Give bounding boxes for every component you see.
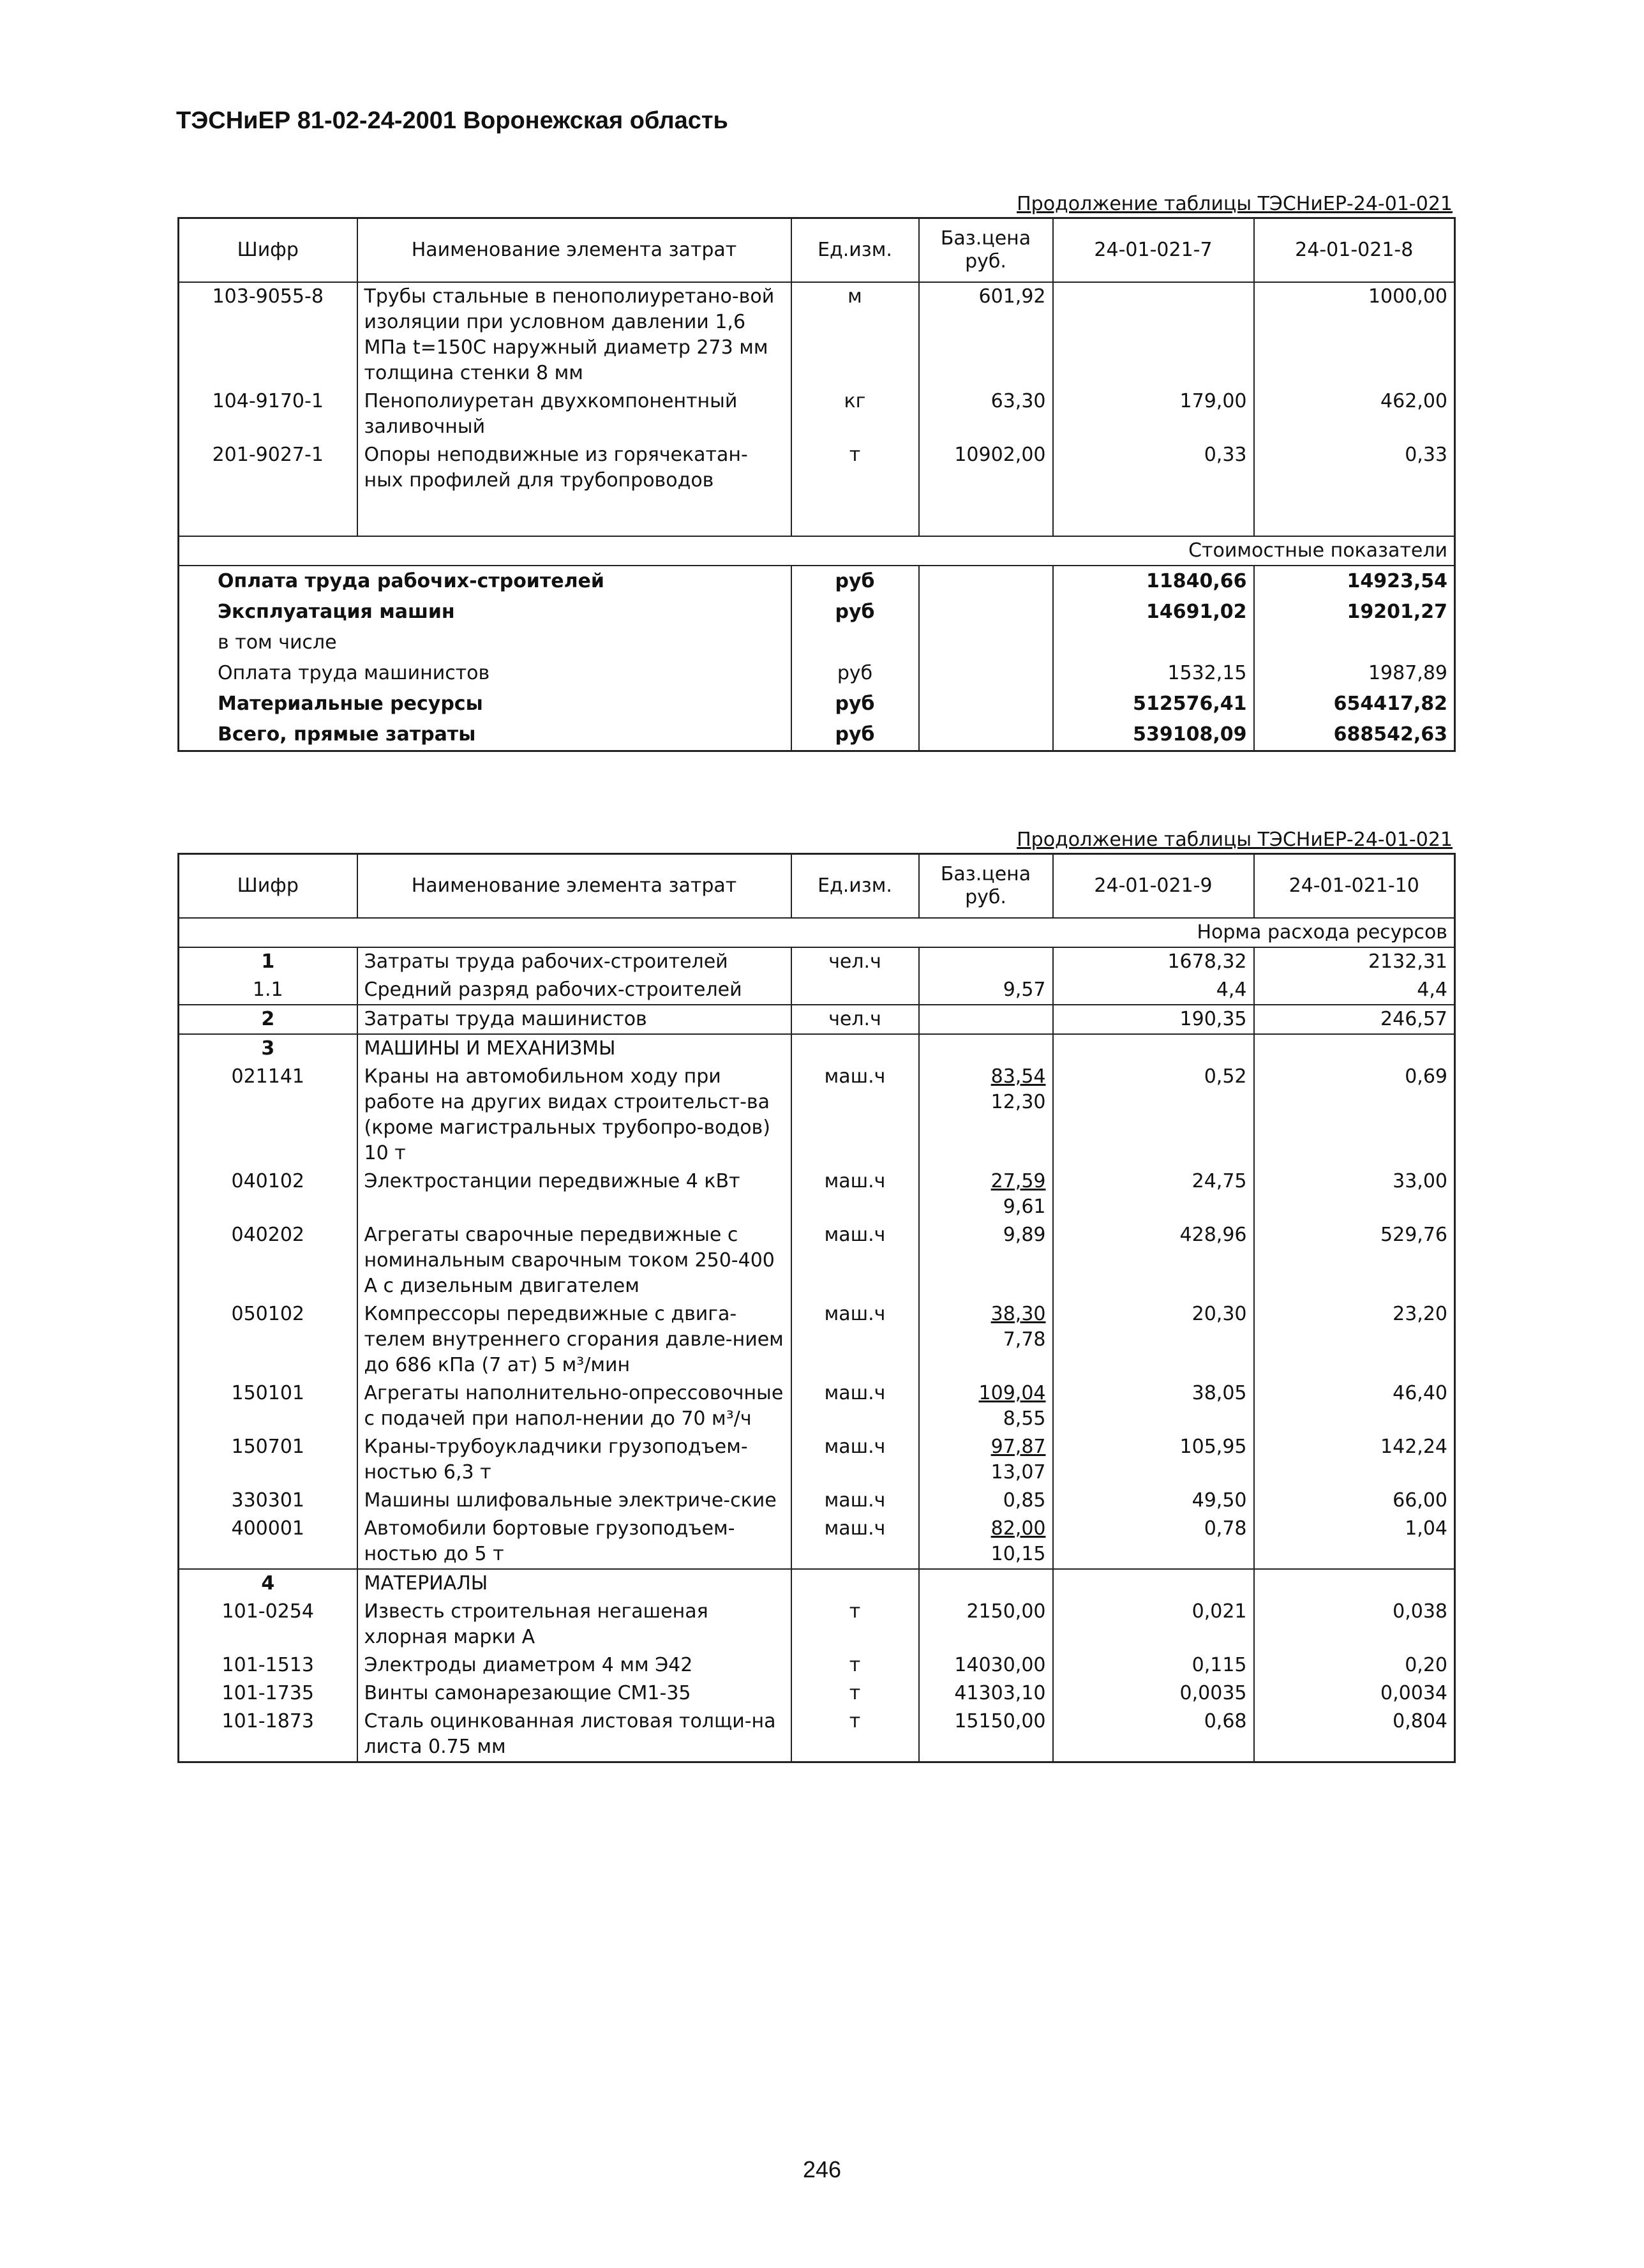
row-name: Затраты труда машинистов [357,1005,791,1034]
summary-unit: руб [791,658,919,689]
summary-price [919,566,1053,597]
row-name: МАШИНЫ И МЕХАНИЗМЫ [357,1034,791,1063]
row-value-2: 0,0034 [1254,1679,1455,1708]
summary-value-2: 654417,82 [1254,689,1455,719]
row-code: 103-9055-8 [179,282,357,387]
row-code: 4 [179,1569,357,1598]
table-row [179,947,1455,976]
row-unit: чел.ч [791,947,919,976]
row-code: 400001 [179,1515,357,1569]
table-row [179,1651,1455,1679]
table-row [179,1168,1455,1221]
row-name: Краны-трубоукладчики грузоподъем-ностью 6,3 т [357,1433,791,1487]
row-price [919,1679,1053,1708]
row-unit: маш.ч [791,1487,919,1515]
row-unit: кг [791,387,919,441]
row-price [919,1515,1053,1569]
table-row [179,1708,1455,1762]
row-value-2: 46,40 [1254,1379,1455,1433]
row-value-2: 23,20 [1254,1300,1455,1379]
row-value-1: 0,68 [1053,1708,1254,1762]
summary-value-1: 1532,15 [1053,658,1254,689]
row-name: Автомобили бортовые грузоподъем-ностью до 5 т [357,1515,791,1569]
row-value-2: 462,00 [1254,387,1455,441]
row-price [919,1168,1053,1221]
row-price [919,1708,1053,1762]
price-value: 109,04 [978,1382,1046,1404]
table-row [179,282,1455,387]
row-name: Опоры неподвижные из горячекатан-ных профилей для трубопроводов [357,441,791,495]
table-row [179,1487,1455,1515]
summary-price [919,597,1053,627]
row-value-2: 1,04 [1254,1515,1455,1569]
price-value: 15150,00 [954,1710,1046,1732]
price-value: 9,89 [1003,1224,1046,1246]
row-price: 10902,00 [919,441,1053,495]
table-row [179,1679,1455,1708]
row-price [919,1034,1053,1063]
row-price [919,1300,1053,1379]
row-price [919,1598,1053,1651]
row-value-1: 0,115 [1053,1651,1254,1679]
summary-row [179,658,1455,689]
row-unit: маш.ч [791,1168,919,1221]
row-name: Известь строительная негашеная хлорная марки А [357,1598,791,1651]
row-code: 1.1 [179,976,357,1005]
row-code: 101-1873 [179,1708,357,1762]
row-value-1: 0,0035 [1053,1679,1254,1708]
table2 [177,853,1456,1763]
price-value: 14030,00 [954,1654,1046,1676]
row-value-2: 142,24 [1254,1433,1455,1487]
row-code: 101-1513 [179,1651,357,1679]
row-name: Электростанции передвижные 4 кВт [357,1168,791,1221]
row-value-1: 0,33 [1053,441,1254,495]
spacer-row [179,495,1455,536]
row-unit: маш.ч [791,1221,919,1300]
row-price [919,976,1053,1005]
summary-unit: руб [791,566,919,597]
table2-caption: Продолжение таблицы ТЭСНиЕР-24-01-021 [1017,829,1453,851]
col-name-header: Наименование элемента затрат [357,218,791,283]
summary-row [179,689,1455,719]
table-row [179,1221,1455,1300]
col-v1-header: 24-01-021-7 [1053,218,1254,283]
summary-row [179,627,1455,658]
row-code: 101-0254 [179,1598,357,1651]
row-unit: т [791,1598,919,1651]
summary-row [179,719,1455,751]
row-code: 2 [179,1005,357,1034]
row-value-1: 0,021 [1053,1598,1254,1651]
row-value-1: 20,30 [1053,1300,1254,1379]
row-value-1: 49,50 [1053,1487,1254,1515]
col-unit-header: Ед.изм. [791,218,919,283]
document-title: ТЭСНиЕР 81-02-24-2001 Воронежская область [176,107,728,134]
row-value-2: 0,20 [1254,1651,1455,1679]
row-code: 021141 [179,1063,357,1168]
row-code: 040202 [179,1221,357,1300]
row-value-2: 33,00 [1254,1168,1455,1221]
band-label: Стоимостные показатели [179,536,1455,566]
price-value: 0,85 [1003,1489,1046,1512]
row-name: Затраты труда рабочих-строителей [357,947,791,976]
row-unit: маш.ч [791,1433,919,1487]
row-unit: чел.ч [791,1005,919,1034]
table-row [179,1515,1455,1569]
row-price [919,1063,1053,1168]
row-value-2 [1254,1034,1455,1063]
table-row [179,1034,1455,1063]
row-code: 330301 [179,1487,357,1515]
summary-row [179,597,1455,627]
row-unit: т [791,1651,919,1679]
row-name: Агрегаты сварочные передвижные с номинальным сварочным током 250-400 А с дизельным двигателем [357,1221,791,1300]
summary-value-2 [1254,627,1455,658]
row-value-2: 529,76 [1254,1221,1455,1300]
row-unit [791,976,919,1005]
row-code: 104-9170-1 [179,387,357,441]
row-code: 040102 [179,1168,357,1221]
summary-unit [791,627,919,658]
page-number: 246 [802,2156,842,2182]
row-name: МАТЕРИАЛЫ [357,1569,791,1598]
summary-price [919,658,1053,689]
row-code: 101-1735 [179,1679,357,1708]
row-unit: маш.ч [791,1300,919,1379]
row-value-1: 4,4 [1053,976,1254,1005]
col-v2-header: 24-01-021-10 [1254,854,1455,919]
summary-label: Эксплуатация машин [179,597,791,627]
row-price: 601,92 [919,282,1053,387]
row-code: 050102 [179,1300,357,1379]
price-value: 82,00 [990,1517,1046,1540]
table-row [179,1569,1455,1598]
table-row [179,976,1455,1005]
row-price [919,1569,1053,1598]
row-value-2: 66,00 [1254,1487,1455,1515]
row-code: 201-9027-1 [179,441,357,495]
row-value-2: 2132,31 [1254,947,1455,976]
summary-value-1: 11840,66 [1053,566,1254,597]
row-price: 63,30 [919,387,1053,441]
row-name: Краны на автомобильном ходу при работе на других видах строительст-ва (кроме магистральных трубопро-водов) 10 т [357,1063,791,1168]
row-code: 150101 [179,1379,357,1433]
table-row [179,1598,1455,1651]
row-name: Средний разряд рабочих-строителей [357,976,791,1005]
row-value-1: 105,95 [1053,1433,1254,1487]
summary-value-1: 512576,41 [1053,689,1254,719]
summary-value-1 [1053,627,1254,658]
row-value-1: 190,35 [1053,1005,1254,1034]
col-code-header: Шифр [179,854,357,919]
col-name-header: Наименование элемента затрат [357,854,791,919]
row-name: Компрессоры передвижные с двига-телем внутреннего сгорания давле-нием до 686 кПа (7 ат) 5 м³/мин [357,1300,791,1379]
row-unit: маш.ч [791,1063,919,1168]
spacer-cell [357,495,791,536]
summary-value-1: 14691,02 [1053,597,1254,627]
row-price [919,1487,1053,1515]
row-code: 150701 [179,1433,357,1487]
row-value-1: 38,05 [1053,1379,1254,1433]
summary-value-2: 688542,63 [1254,719,1455,751]
summary-row [179,566,1455,597]
row-value-2: 1000,00 [1254,282,1455,387]
row-price [919,1379,1053,1433]
price-value: 27,59 [990,1170,1046,1192]
row-value-2: 0,804 [1254,1708,1455,1762]
summary-label: Материальные ресурсы [179,689,791,719]
table-row [179,1005,1455,1034]
row-price [919,1005,1053,1034]
summary-unit: руб [791,597,919,627]
row-value-1 [1053,282,1254,387]
row-price [919,947,1053,976]
summary-price [919,719,1053,751]
row-value-1 [1053,1034,1254,1063]
row-unit [791,1569,919,1598]
table1 [177,217,1456,752]
table-row [179,387,1455,441]
price-value: 38,30 [990,1303,1046,1325]
row-value-1: 428,96 [1053,1221,1254,1300]
row-name: Пенополиуретан двухкомпонентный заливочный [357,387,791,441]
row-name: Агрегаты наполнительно-опрессовочные с подачей при напол-нении до 70 м³/ч [357,1379,791,1433]
row-unit: маш.ч [791,1515,919,1569]
row-price [919,1651,1053,1679]
price-value: 2150,00 [966,1600,1046,1623]
row-name: Винты самонарезающие СМ1-35 [357,1679,791,1708]
table-row [179,1300,1455,1379]
section-band [179,536,1455,566]
row-value-1: 1678,32 [1053,947,1254,976]
row-name: Сталь оцинкованная листовая толщи-на листа 0.75 мм [357,1708,791,1762]
price-value: 41303,10 [954,1682,1046,1704]
summary-value-2: 1987,89 [1254,658,1455,689]
band-label: Норма расхода ресурсов [179,918,1455,947]
summary-value-2: 14923,54 [1254,566,1455,597]
row-price [919,1433,1053,1487]
summary-label: Оплата труда машинистов [179,658,791,689]
row-unit: маш.ч [791,1379,919,1433]
row-name: Машины шлифовальные электриче-ские [357,1487,791,1515]
row-name: Трубы стальные в пенополиуретано-вой изоляции при условном давлении 1,6 МПа t=150С наружный диаметр 273 мм толщина стенки 8 мм [357,282,791,387]
col-price-header: Баз.цена руб. [919,218,1053,283]
spacer-cell [1053,495,1254,536]
price-secondary: 9,61 [1003,1196,1046,1218]
summary-price [919,689,1053,719]
summary-label: Всего, прямые затраты [179,719,791,751]
spacer-cell [1254,495,1455,536]
row-value-2: 0,33 [1254,441,1455,495]
summary-value-1: 539108,09 [1053,719,1254,751]
row-name: Электроды диаметром 4 мм Э42 [357,1651,791,1679]
price-secondary: 10,15 [990,1543,1046,1565]
summary-value-2: 19201,27 [1254,597,1455,627]
col-price-header: Баз.цена руб. [919,854,1053,919]
row-value-1: 0,78 [1053,1515,1254,1569]
table1-caption: Продолжение таблицы ТЭСНиЕР-24-01-021 [1017,193,1453,215]
summary-unit: руб [791,689,919,719]
price-secondary: 13,07 [990,1461,1046,1483]
col-v2-header: 24-01-021-8 [1254,218,1455,283]
row-value-1: 179,00 [1053,387,1254,441]
price-secondary: 7,78 [1003,1328,1046,1351]
row-value-2: 0,038 [1254,1598,1455,1651]
row-unit: м [791,282,919,387]
row-price [919,1221,1053,1300]
table-row [179,1433,1455,1487]
row-value-2: 4,4 [1254,976,1455,1005]
row-value-1 [1053,1569,1254,1598]
summary-unit: руб [791,719,919,751]
table1-header-row [179,218,1455,283]
col-v1-header: 24-01-021-9 [1053,854,1254,919]
price-value: 97,87 [990,1436,1046,1458]
table2-header-row [179,854,1455,919]
row-unit: т [791,1679,919,1708]
row-code: 1 [179,947,357,976]
section-band [179,918,1455,947]
row-value-1: 0,52 [1053,1063,1254,1168]
row-code: 3 [179,1034,357,1063]
table-row [179,441,1455,495]
price-secondary: 12,30 [990,1091,1046,1113]
spacer-cell [919,495,1053,536]
price-value: 83,54 [990,1065,1046,1088]
summary-label: Оплата труда рабочих-строителей [179,566,791,597]
row-value-1: 24,75 [1053,1168,1254,1221]
price-secondary: 8,55 [1003,1408,1046,1430]
summary-label: в том числе [179,627,791,658]
col-code-header: Шифр [179,218,357,283]
summary-price [919,627,1053,658]
row-value-2 [1254,1569,1455,1598]
table-row [179,1063,1455,1168]
price-value: 9,57 [1003,979,1046,1001]
row-unit [791,1034,919,1063]
table-row [179,1379,1455,1433]
row-unit: т [791,1708,919,1762]
spacer-cell [791,495,919,536]
row-value-2: 246,57 [1254,1005,1455,1034]
row-unit: т [791,441,919,495]
spacer-cell [179,495,357,536]
col-unit-header: Ед.изм. [791,854,919,919]
row-value-2: 0,69 [1254,1063,1455,1168]
